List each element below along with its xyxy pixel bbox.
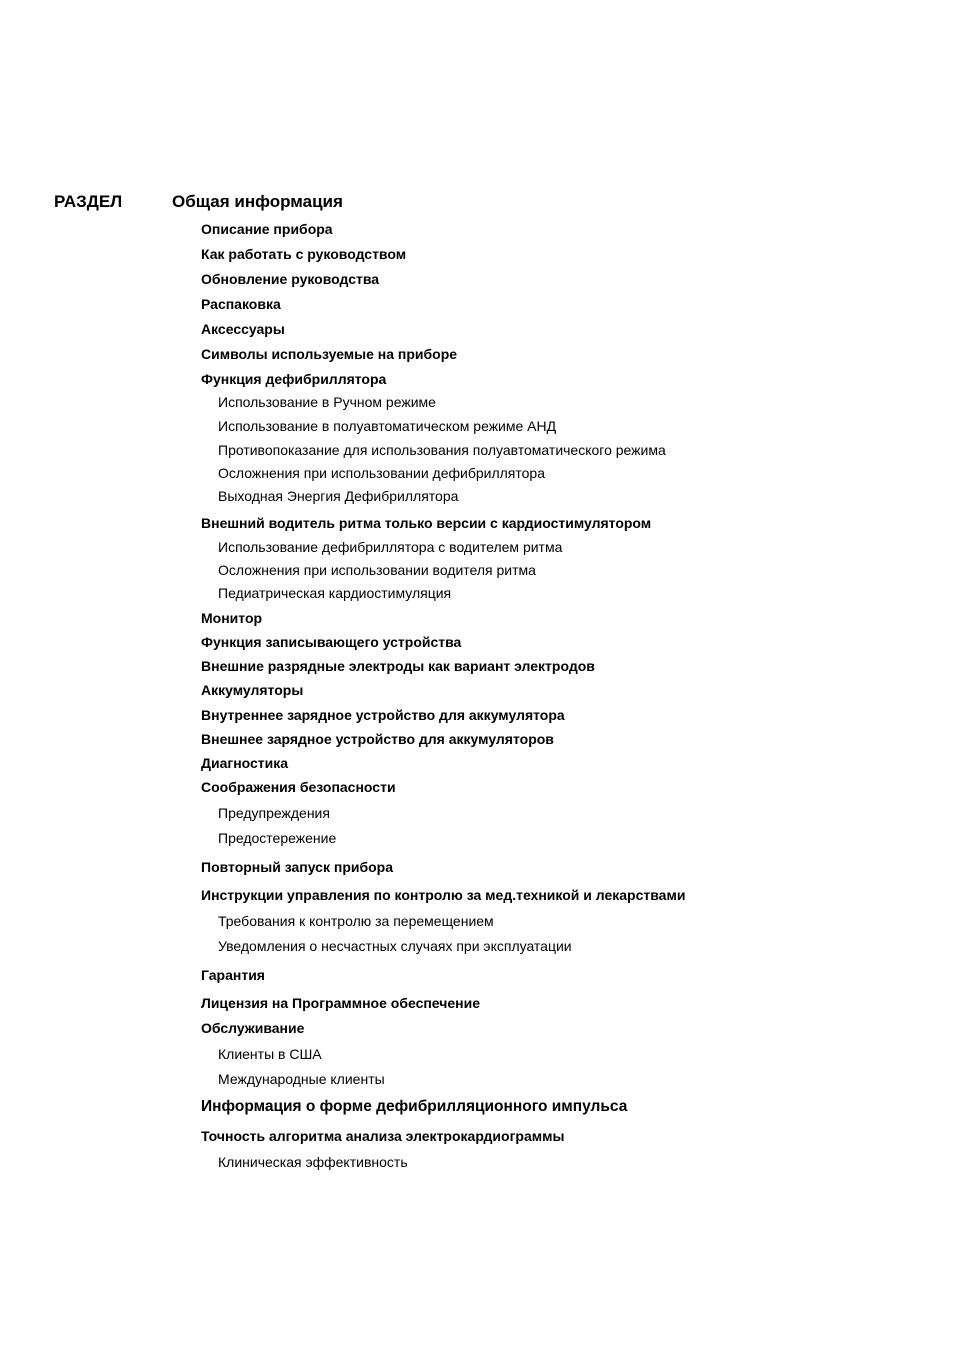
section-label: РАЗДЕЛ <box>54 192 123 211</box>
toc-subentry: Осложнения при использовании водителя ритма <box>218 562 536 578</box>
toc-entry: Инструкции управления по контролю за мед.техникой и лекарствами <box>201 887 686 903</box>
toc-entry: Повторный запуск прибора <box>201 859 394 875</box>
toc-entry: Описание прибора <box>201 221 333 237</box>
toc-subentry: Уведомления о несчастных случаях при эксплуатации <box>218 938 572 954</box>
toc-entry: Соображения безопасности <box>201 779 396 795</box>
toc-entry: Функция дефибриллятора <box>201 371 387 387</box>
toc-entry: Внешний водитель ритма только версии с кардиостимулятором <box>201 515 652 531</box>
toc-entry: Внутреннее зарядное устройство для аккумулятора <box>201 707 565 723</box>
toc-entry: Функция записывающего устройства <box>201 634 462 650</box>
section-title: Общая информация <box>172 192 343 211</box>
toc-subentry: Клиническая эффективность <box>218 1154 408 1170</box>
toc-subentry: Осложнения при использовании дефибриллятора <box>218 465 545 481</box>
toc-subentry: Противопоказание для использования полуавтоматического режима <box>218 442 666 458</box>
toc-entry: Обновление руководства <box>201 271 380 287</box>
toc-subentry: Использование дефибриллятора с водителем ритма <box>218 539 563 555</box>
toc-entry: Информация о форме дефибрилляционного импульса <box>201 1098 628 1115</box>
toc-entry: Диагностика <box>201 755 289 771</box>
toc-subentry: Использование в полуавтоматическом режиме АНД <box>218 418 557 434</box>
toc-entry: Точность алгоритма анализа электрокардиограммы <box>201 1128 565 1144</box>
toc-entry: Монитор <box>201 610 263 626</box>
toc-subentry: Педиатрическая кардиостимуляция <box>218 585 452 601</box>
toc-entry: Лицензия на Программное обеспечение <box>201 995 481 1011</box>
toc-entry: Внешние разрядные электроды как вариант электродов <box>201 658 595 674</box>
toc-entry: Внешнее зарядное устройство для аккумуляторов <box>201 731 554 747</box>
toc-entry: Обслуживание <box>201 1020 305 1036</box>
toc-entry: Как работать с руководством <box>201 246 407 262</box>
toc-subentry: Использование в Ручном режиме <box>218 394 436 410</box>
toc-entry: Распаковка <box>201 296 281 312</box>
toc-subentry: Выходная Энергия Дефибриллятора <box>218 488 459 504</box>
toc-entry: Гарантия <box>201 967 265 983</box>
toc-subentry: Клиенты в США <box>218 1046 322 1062</box>
toc-entry: Аккумуляторы <box>201 682 304 698</box>
toc-subentry: Требования к контролю за перемещением <box>218 913 494 929</box>
toc-subentry: Предостережение <box>218 830 337 846</box>
toc-subentry: Международные клиенты <box>218 1071 385 1087</box>
toc-subentry: Предупреждения <box>218 805 330 821</box>
toc-entry: Символы используемые на приборе <box>201 346 458 362</box>
toc-entry: Аксессуары <box>201 321 285 337</box>
